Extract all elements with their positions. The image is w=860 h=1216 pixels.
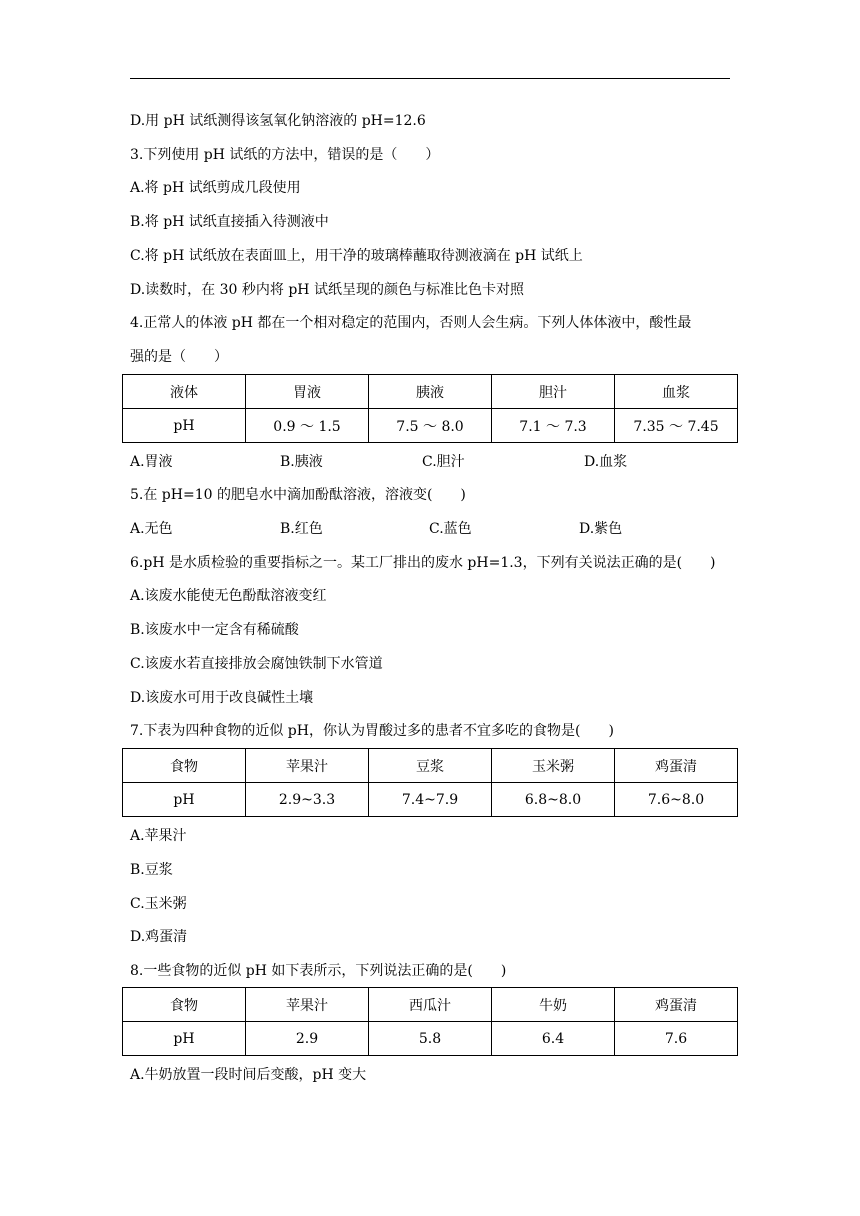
table-cell: 2.9 bbox=[246, 1022, 369, 1056]
table-row bbox=[123, 783, 738, 817]
table-row bbox=[123, 749, 738, 783]
q8-option-a: A.牛奶放置一段时间后变酸，pH 变大 bbox=[130, 1067, 367, 1083]
q4-option-d: D.血浆 bbox=[584, 454, 628, 470]
table-cell: 2.9~3.3 bbox=[246, 783, 369, 817]
q4-option-a: A.胃液 bbox=[130, 454, 173, 470]
q4-stem-line1: 4.正常人的体液 pH 都在一个相对稳定的范围内，否则人会生病。下列人体体液中，酸性最 bbox=[130, 315, 692, 331]
table-row bbox=[123, 1022, 738, 1056]
table-cell: pH bbox=[123, 1022, 246, 1056]
table-row bbox=[123, 409, 738, 443]
table-cell: 5.8 bbox=[369, 1022, 492, 1056]
table-cell: 鸡蛋清 bbox=[615, 749, 738, 783]
q4-option-c: C.胆汁 bbox=[422, 454, 465, 470]
table-cell: 西瓜汁 bbox=[369, 988, 492, 1022]
q4-stem-line2: 强的是（ ） bbox=[130, 349, 228, 365]
q3-option-a: A.将 pH 试纸剪成几段使用 bbox=[130, 180, 301, 196]
q7-option-c: C.玉米粥 bbox=[130, 896, 187, 912]
q3-option-d: D.读数时，在 30 秒内将 pH 试纸呈现的颜色与标准比色卡对照 bbox=[130, 282, 524, 298]
table-cell: 胰液 bbox=[369, 375, 492, 409]
q6-option-c: C.该废水若直接排放会腐蚀铁制下水管道 bbox=[130, 656, 383, 672]
q3-option-b: B.将 pH 试纸直接插入待测液中 bbox=[130, 214, 329, 230]
table-cell: 豆浆 bbox=[369, 749, 492, 783]
q4-table bbox=[122, 374, 738, 443]
q2-option-d: D.用 pH 试纸测得该氢氧化钠溶液的 pH=12.6 bbox=[130, 113, 426, 129]
table-cell: 胆汁 bbox=[492, 375, 615, 409]
q5-option-b: B.红色 bbox=[280, 521, 323, 537]
table-cell: 苹果汁 bbox=[246, 749, 369, 783]
table-cell: 7.1 ～ 7.3 bbox=[492, 409, 615, 443]
header-rule bbox=[130, 78, 730, 79]
table-cell: 血浆 bbox=[615, 375, 738, 409]
q4-option-b: B.胰液 bbox=[280, 454, 323, 470]
table-cell: 7.6~8.0 bbox=[615, 783, 738, 817]
table-cell: 7.35 ～ 7.45 bbox=[615, 409, 738, 443]
q7-option-d: D.鸡蛋清 bbox=[130, 929, 188, 945]
q6-stem: 6.pH 是水质检验的重要指标之一。某工厂排出的废水 pH=1.3，下列有关说法正确的是( ) bbox=[130, 555, 716, 571]
table-cell: 0.9 ～ 1.5 bbox=[246, 409, 369, 443]
q3-option-c: C.将 pH 试纸放在表面皿上，用干净的玻璃棒蘸取待测液滴在 pH 试纸上 bbox=[130, 248, 583, 264]
q7-option-a: A.苹果汁 bbox=[130, 828, 187, 844]
table-cell: pH bbox=[123, 783, 246, 817]
table-cell: 7.4~7.9 bbox=[369, 783, 492, 817]
table-cell: 玉米粥 bbox=[492, 749, 615, 783]
table-row bbox=[123, 375, 738, 409]
q8-stem: 8.一些食物的近似 pH 如下表所示，下列说法正确的是( ) bbox=[130, 963, 507, 979]
q8-table bbox=[122, 987, 738, 1056]
q5-option-c: C.蓝色 bbox=[429, 521, 472, 537]
q7-table bbox=[122, 748, 738, 817]
table-cell: 6.4 bbox=[492, 1022, 615, 1056]
q3-stem: 3.下列使用 pH 试纸的方法中，错误的是（ ） bbox=[130, 147, 440, 163]
q5-option-d: D.紫色 bbox=[579, 521, 623, 537]
q5-option-a: A.无色 bbox=[130, 521, 173, 537]
q5-stem: 5.在 pH=10 的肥皂水中滴加酚酞溶液，溶液变( ) bbox=[130, 487, 466, 503]
q6-option-a: A.该废水能使无色酚酞溶液变红 bbox=[130, 588, 327, 604]
table-cell: 7.5 ～ 8.0 bbox=[369, 409, 492, 443]
table-cell: 7.6 bbox=[615, 1022, 738, 1056]
table-cell: 牛奶 bbox=[492, 988, 615, 1022]
table-cell: 鸡蛋清 bbox=[615, 988, 738, 1022]
q6-option-d: D.该废水可用于改良碱性土壤 bbox=[130, 690, 314, 706]
table-cell: 6.8~8.0 bbox=[492, 783, 615, 817]
q6-option-b: B.该废水中一定含有稀硫酸 bbox=[130, 622, 299, 638]
q7-option-b: B.豆浆 bbox=[130, 862, 173, 878]
table-row bbox=[123, 988, 738, 1022]
table-cell: 液体 bbox=[123, 375, 246, 409]
table-cell: 食物 bbox=[123, 749, 246, 783]
table-cell: 苹果汁 bbox=[246, 988, 369, 1022]
table-cell: 食物 bbox=[123, 988, 246, 1022]
table-cell: pH bbox=[123, 409, 246, 443]
q7-stem: 7.下表为四种食物的近似 pH，你认为胃酸过多的患者不宜多吃的食物是( ) bbox=[130, 723, 614, 739]
table-cell: 胃液 bbox=[246, 375, 369, 409]
